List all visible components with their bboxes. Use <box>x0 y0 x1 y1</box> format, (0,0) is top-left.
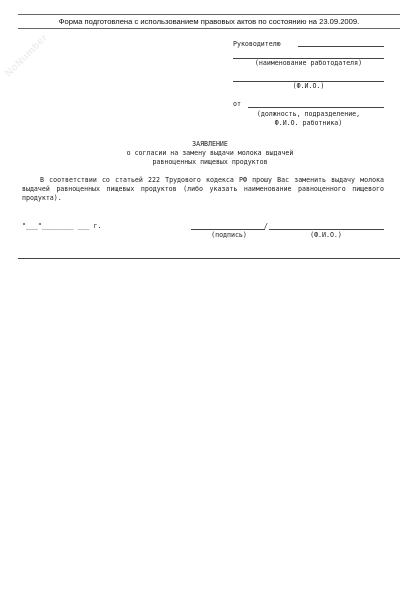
signature-separator: / <box>264 222 268 230</box>
body-paragraph: В соответствии со статьей 222 Трудового кодекса РФ прошу Вас заменить выдачу молока выдачей равноценных пищевых продуктов (либо указать наименование равноценного пищевого продукта). <box>22 176 384 203</box>
from-line <box>248 107 384 108</box>
document-subtitle-1: о согласии на замену выдачи молока выдачей <box>126 149 294 157</box>
form-banner: Форма подготовлена с использованием правовых актов по состоянию на 23.09.2009. <box>18 14 400 29</box>
signature-fio-line <box>269 229 384 230</box>
signature-caption: (подпись) <box>211 231 247 239</box>
bottom-rule <box>18 258 400 259</box>
addressee-to-label: Руководителю <box>233 40 281 48</box>
fio-caption: (Ф.И.О.) <box>292 82 325 90</box>
document-subtitle-2: равноценных пищевых продуктов <box>152 158 268 166</box>
document-title: ЗАЯВЛЕНИЕ <box>192 140 228 148</box>
signature-fio-caption: (Ф.И.О.) <box>310 231 342 239</box>
signature-line <box>191 229 265 230</box>
date-field: "___"________ ___ г. <box>22 222 102 230</box>
employer-caption: (наименование работодателя) <box>254 59 363 67</box>
position-caption-1: (должность, подразделение, <box>256 110 361 118</box>
from-label: от <box>233 100 241 108</box>
position-caption-2: Ф.И.О. работника) <box>274 119 343 127</box>
watermark: NoNumber <box>3 32 51 80</box>
addressee-to-line <box>298 46 384 47</box>
